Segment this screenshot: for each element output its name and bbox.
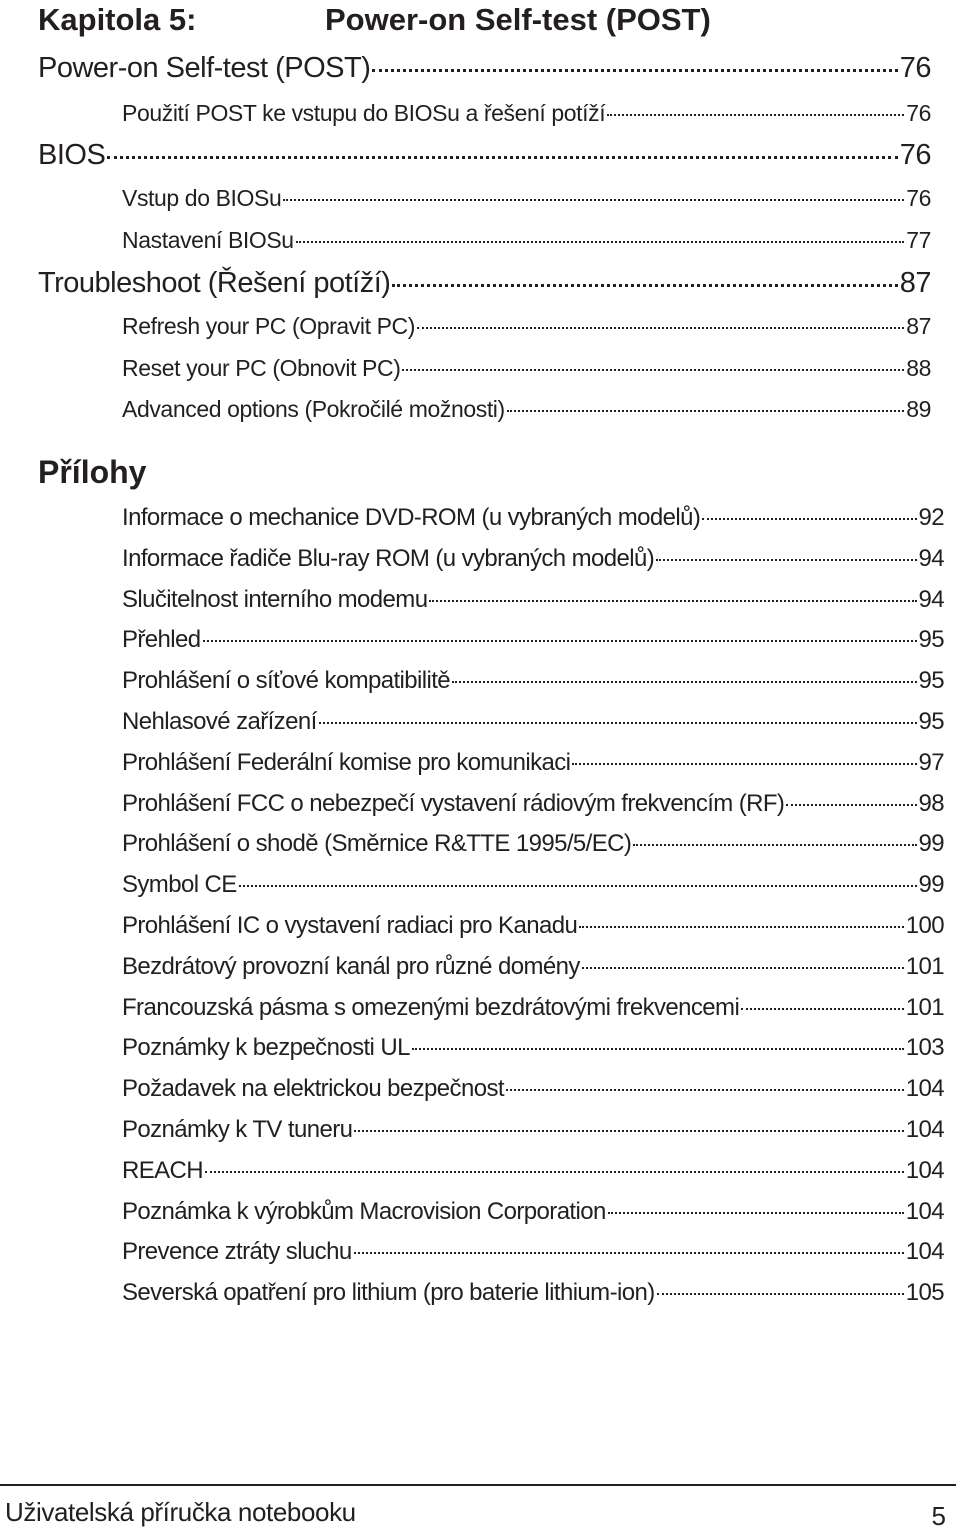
toc-entry-page: 104 <box>905 1198 944 1225</box>
toc-entry[interactable] <box>38 135 931 175</box>
dot-leader <box>633 843 916 846</box>
toc-entry-page: 94 <box>918 545 944 572</box>
toc-entry-page: 98 <box>918 790 944 817</box>
chapter-heading <box>38 0 711 40</box>
toc-entry[interactable] <box>122 1232 944 1272</box>
toc-entry[interactable] <box>122 988 944 1028</box>
toc-entry-title: Symbol CE <box>122 871 237 898</box>
toc-entry-title: Prohlášení IC o vystavení radiaci pro Kanadu <box>122 912 578 939</box>
dot-leader <box>506 1088 904 1091</box>
toc-entry-title: Prohlášení o síťové kompatibilitě <box>122 667 451 694</box>
toc-entry-title: Bezdrátový provozní kanál pro různé domény <box>122 953 580 980</box>
toc-entry[interactable] <box>38 263 931 303</box>
toc-entry[interactable] <box>122 539 944 579</box>
dot-leader <box>507 409 904 412</box>
toc-entry-page: 104 <box>905 1157 944 1184</box>
toc-entry-page: 104 <box>905 1238 944 1265</box>
toc-entry-title: Informace řadiče Blu-ray ROM (u vybraných modelů) <box>122 545 655 572</box>
dot-leader <box>417 326 904 329</box>
dot-leader <box>607 113 904 116</box>
toc-entry-title: Prohlášení Federální komise pro komunikaci <box>122 749 571 776</box>
dot-leader <box>239 884 917 887</box>
dot-leader <box>402 368 904 371</box>
toc-entry[interactable] <box>122 389 931 429</box>
toc-entry[interactable] <box>122 220 931 260</box>
toc-entry-page: 103 <box>905 1034 944 1061</box>
toc-entry-page: 104 <box>905 1075 944 1102</box>
toc-entry[interactable] <box>122 178 931 218</box>
toc-entry[interactable] <box>122 1110 944 1150</box>
dot-leader <box>354 1251 904 1254</box>
footer-divider <box>0 1484 956 1486</box>
dot-leader <box>608 1211 904 1214</box>
toc-entry[interactable] <box>122 306 931 346</box>
dot-leader <box>392 283 897 287</box>
toc-entry-title: Použití POST ke vstupu do BIOSu a řešení potíží <box>122 100 606 126</box>
toc-entry[interactable] <box>122 702 944 742</box>
toc-entry[interactable] <box>122 93 931 133</box>
dot-leader <box>203 639 917 642</box>
toc-entry-title: Severská opatření pro lithium (pro baterie lithium-ion) <box>122 1279 655 1306</box>
dot-leader <box>205 1170 904 1173</box>
dot-leader <box>319 721 917 724</box>
dot-leader <box>429 599 916 602</box>
toc-entry-title: Troubleshoot (Řešení potíží) <box>38 267 391 299</box>
appendix-heading: Přílohy <box>38 454 147 490</box>
toc-entry-page: 97 <box>918 749 944 776</box>
toc-entry-title: Prohlášení o shodě (Směrnice R&TTE 1995/5/EC) <box>122 830 632 857</box>
dot-leader <box>107 155 897 159</box>
toc-entry-page: 101 <box>905 953 944 980</box>
toc-entry-title: Poznámky k bezpečnosti UL <box>122 1034 410 1061</box>
toc-entry[interactable] <box>122 661 944 701</box>
toc-entry-page: 76 <box>906 100 931 126</box>
toc-entry-title: Power-on Self-test (POST) <box>38 52 371 84</box>
toc-entry-title: Advanced options (Pokročilé možnosti) <box>122 396 505 422</box>
toc-entry-page: 99 <box>918 871 944 898</box>
toc-entry[interactable] <box>122 1028 944 1068</box>
toc-entry-title: Slučitelnost interního modemu <box>122 586 428 613</box>
toc-entry-page: 101 <box>905 994 944 1021</box>
toc-entry[interactable] <box>38 48 931 88</box>
dot-leader <box>741 1007 904 1010</box>
toc-entry-page: 95 <box>918 667 944 694</box>
toc-entry[interactable] <box>122 1273 944 1313</box>
toc-entry-title: Reset your PC (Obnovit PC) <box>122 355 401 381</box>
dot-leader <box>702 517 916 520</box>
chapter-title: Power-on Self-test (POST) <box>325 2 711 37</box>
dot-leader <box>786 803 916 806</box>
toc-entry-page: 76 <box>906 185 931 211</box>
toc-entry[interactable] <box>122 1151 944 1191</box>
toc-entry-title: Francouzská pásma s omezenými bezdrátovými frekvencemi <box>122 994 740 1021</box>
toc-entry-title: Přehled <box>122 626 201 653</box>
toc-entry[interactable] <box>122 498 944 538</box>
toc-entry-title: Požadavek na elektrickou bezpečnost <box>122 1075 504 1102</box>
toc-entry[interactable] <box>122 743 944 783</box>
toc-entry[interactable] <box>122 947 944 987</box>
footer-page-number: 5 <box>931 1501 946 1531</box>
toc-entry[interactable] <box>122 824 944 864</box>
dot-leader <box>354 1129 903 1132</box>
dot-leader <box>283 198 904 201</box>
toc-entry-page: 104 <box>905 1116 944 1143</box>
toc-entry-page: 76 <box>899 139 931 171</box>
toc-entry[interactable] <box>122 906 944 946</box>
toc-entry-title: Nehlasové zařízení <box>122 708 317 735</box>
chapter-number: Kapitola 5: <box>38 2 197 37</box>
toc-entry-title: Refresh your PC (Opravit PC) <box>122 313 415 339</box>
toc-entry-title: BIOS <box>38 139 106 171</box>
dot-leader <box>412 1047 904 1050</box>
toc-entry-page: 89 <box>906 396 931 422</box>
toc-entry-page: 87 <box>899 267 931 299</box>
toc-entry-title: Prevence ztráty sluchu <box>122 1238 352 1265</box>
toc-entry-title: REACH <box>122 1157 204 1184</box>
toc-entry[interactable] <box>122 348 931 388</box>
dot-leader <box>656 558 916 561</box>
dot-leader <box>657 1292 904 1295</box>
toc-entry-page: 76 <box>899 52 931 84</box>
toc-entry[interactable] <box>122 1192 944 1232</box>
dot-leader <box>372 68 897 72</box>
toc-entry-page: 105 <box>905 1279 944 1306</box>
toc-entry-page: 77 <box>906 227 931 253</box>
toc-entry-page: 95 <box>918 626 944 653</box>
dot-leader <box>582 966 904 969</box>
dot-leader <box>452 680 916 683</box>
toc-entry-title: Informace o mechanice DVD-ROM (u vybraných modelů) <box>122 504 701 531</box>
dot-leader <box>572 762 916 765</box>
toc-entry-page: 100 <box>905 912 944 939</box>
toc-entry[interactable] <box>122 620 944 660</box>
toc-entry-page: 87 <box>906 313 931 339</box>
dot-leader <box>296 240 905 243</box>
toc-entry-page: 99 <box>918 830 944 857</box>
footer-book-title: Uživatelská příručka notebooku <box>5 1497 356 1527</box>
toc-entry-title: Poznámka k výrobkům Macrovision Corporation <box>122 1198 606 1225</box>
toc-entry-page: 88 <box>906 355 931 381</box>
toc-entry[interactable] <box>122 865 944 905</box>
toc-entry[interactable] <box>122 1069 944 1109</box>
toc-entry-title: Poznámky k TV tuneru <box>122 1116 353 1143</box>
dot-leader <box>579 925 904 928</box>
toc-entry-title: Vstup do BIOSu <box>122 185 282 211</box>
toc-entry[interactable] <box>122 580 944 620</box>
toc-entry-title: Nastavení BIOSu <box>122 227 294 253</box>
toc-entry-page: 94 <box>918 586 944 613</box>
toc-entry[interactable] <box>122 784 944 824</box>
toc-entry-page: 95 <box>918 708 944 735</box>
toc-entry-title: Prohlášení FCC o nebezpečí vystavení rádiovým frekvencím (RF) <box>122 790 785 817</box>
toc-entry-page: 92 <box>918 504 944 531</box>
